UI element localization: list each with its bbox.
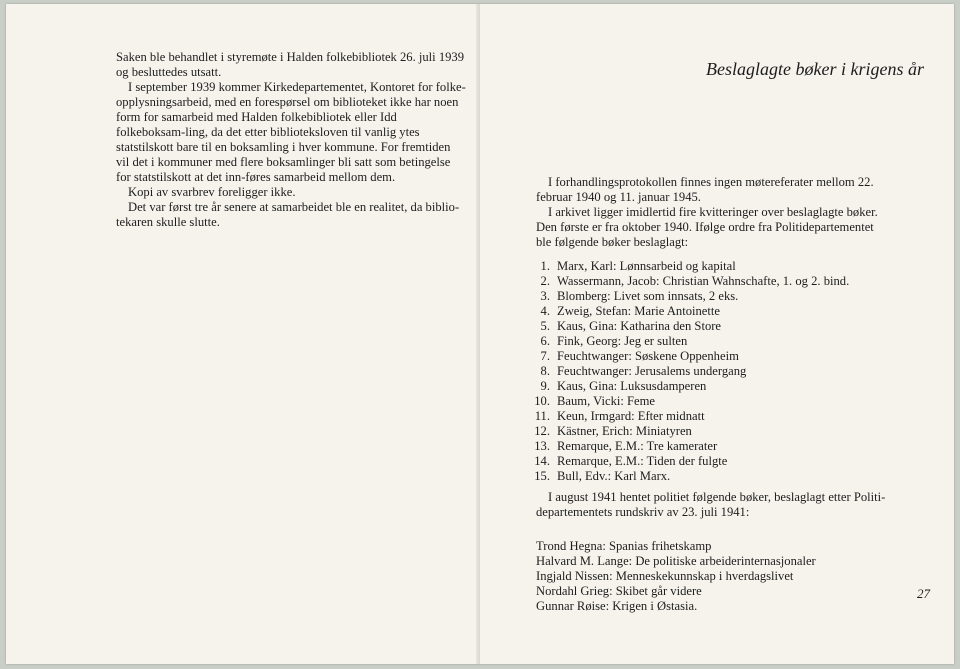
list-item-text: Remarque, E.M.: Tiden der fulgte	[557, 454, 728, 468]
list-item-number: 6.	[540, 334, 550, 348]
second-paragraph	[536, 490, 886, 520]
list-item-number: 12.	[534, 424, 550, 438]
list-item-text: Feuchtwanger: Søskene Oppenheim	[557, 349, 739, 363]
list-item-text: Remarque, E.M.: Tre kamerater	[557, 439, 718, 453]
list-item-text: Kaus, Gina: Luksusdamperen	[557, 379, 707, 393]
list-item-number: 15.	[534, 469, 550, 483]
list-item	[516, 349, 896, 364]
list-item-text: Fink, Georg: Jeg er sulten	[557, 334, 688, 348]
list-item: Nordahl Grieg: Skibet går videre	[536, 584, 702, 598]
list-item	[516, 439, 896, 454]
list-item-number: 5.	[540, 319, 550, 333]
left-page-text	[116, 50, 466, 230]
list-item-text: Bull, Edv.: Karl Marx.	[557, 469, 671, 483]
list-item	[516, 409, 896, 424]
list-item: Trond Hegna: Spanias frihetskamp	[536, 539, 712, 553]
list-item-number: 8.	[540, 364, 550, 378]
list-item	[516, 334, 896, 349]
right-page	[480, 4, 954, 664]
list-item-text: Wassermann, Jacob: Christian Wahnschafte, 1. og 2. bind.	[557, 274, 850, 288]
list-item-number: 10.	[534, 394, 550, 408]
list-item	[516, 379, 896, 394]
paragraph: I arkivet ligger imidlertid fire kvitteringer over beslaglagte bøker. Den første er fra oktober 1940. Ifølge ordre fra Politidepartementet ble følgende bøker beslaglagt:	[536, 205, 878, 249]
list-item	[516, 424, 896, 439]
paragraph: Saken ble behandlet i styremøte i Halden folkebibliotek 26. juli 1939 og besluttedes utsatt.	[116, 50, 465, 79]
list-item-number: 9.	[540, 379, 550, 393]
list-item-text: Zweig, Stefan: Marie Antoinette	[557, 304, 720, 318]
confiscated-books-list-1941	[536, 539, 896, 614]
list-item-text: Kaus, Gina: Katharina den Store	[557, 319, 722, 333]
list-item-number: 1.	[540, 259, 550, 273]
list-item-text: Blomberg: Livet som innsats, 2 eks.	[557, 289, 739, 303]
paragraph: I forhandlingsprotokollen finnes ingen møtereferater mellom 22. februar 1940 og 11. januar 1945.	[536, 175, 874, 204]
list-item	[516, 394, 896, 409]
book-spread	[6, 4, 954, 664]
paragraph: I september 1939 kommer Kirkedepartementet, Kontoret for folke-opplysningsarbeid, med en forespørsel om biblioteket ikke har noen form for samarbeid med Halden folkebibliotek eller Idd folkeboksam-ling, da det etter biblioteksloven til vanlig ytes statstilskott bare til en boksamling i hver kommune. For fremtiden vil det i kommuner med flere boksamlinger bli satt som betingelse for statstilskott at det inn-føres samarbeid mellom dem.	[116, 80, 466, 184]
list-item	[516, 319, 896, 334]
list-item	[516, 304, 896, 319]
list-item	[516, 289, 896, 304]
list-item-text: Kästner, Erich: Miniatyren	[557, 424, 692, 438]
intro-text	[536, 175, 886, 250]
confiscated-books-list-1940	[516, 259, 896, 484]
list-item-number: 7.	[540, 349, 550, 363]
list-item-number: 13.	[534, 439, 550, 453]
paragraph: I august 1941 hentet politiet følgende bøker, beslaglagt etter Politi-departementets rundskriv av 23. juli 1941:	[536, 490, 886, 519]
paragraph: Det var først tre år senere at samarbeidet ble en realitet, da biblio-tekaren skulle slutte.	[116, 200, 460, 229]
list-item-text: Marx, Karl: Lønnsarbeid og kapital	[557, 259, 736, 273]
list-item: Gunnar Røise: Krigen i Østasia.	[536, 599, 698, 613]
list-item-number: 14.	[534, 454, 550, 468]
list-item-number: 3.	[540, 289, 550, 303]
list-item: Ingjald Nissen: Menneskekunnskap i hverdagslivet	[536, 569, 794, 583]
list-item	[516, 364, 896, 379]
left-page	[6, 4, 480, 664]
list-item	[516, 274, 896, 289]
page-number: 27	[917, 586, 930, 601]
list-item-number: 4.	[540, 304, 550, 318]
list-item-text: Baum, Vicki: Feme	[557, 394, 656, 408]
list-item-number: 2.	[540, 274, 550, 288]
list-item-number: 11.	[534, 409, 550, 423]
paragraph: Kopi av svarbrev foreligger ikke.	[128, 185, 296, 199]
list-item	[516, 454, 896, 469]
list-item-text: Feuchtwanger: Jerusalems undergang	[557, 364, 747, 378]
chapter-title: Beslaglagte bøker i krigens år	[706, 59, 924, 79]
list-item	[516, 259, 896, 274]
list-item	[516, 469, 896, 484]
list-item: Halvard M. Lange: De politiske arbeiderinternasjonaler	[536, 554, 816, 568]
list-item-text: Keun, Irmgard: Efter midnatt	[557, 409, 705, 423]
